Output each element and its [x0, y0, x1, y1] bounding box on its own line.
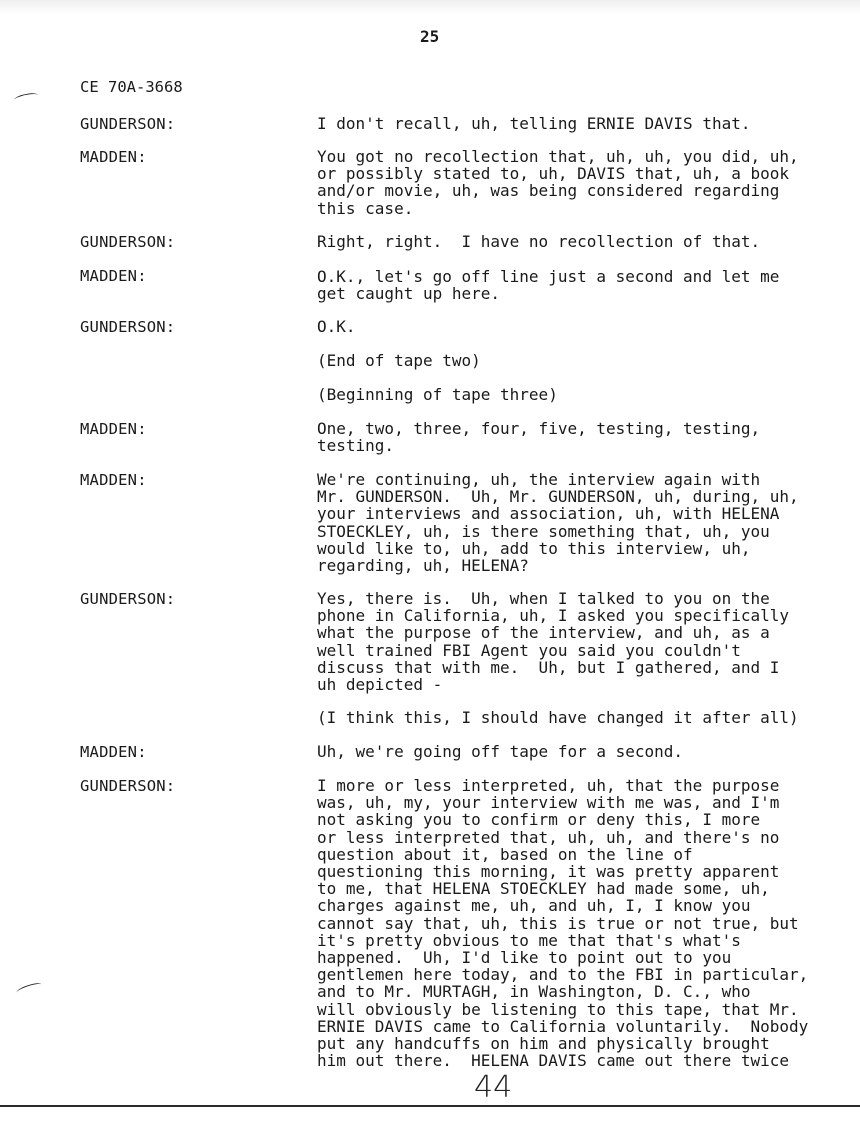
pen-mark: [14, 92, 39, 104]
speech-text: O.K., let's go off line just a second and let me get caught up here.: [317, 267, 780, 304]
tape-note: (Beginning of tape three): [317, 385, 558, 404]
speaker-label: MADDEN:: [80, 471, 147, 489]
page-number: 25: [420, 27, 440, 46]
speech-text: Uh, we're going off tape for a second.: [317, 742, 684, 761]
speech-text: Right, right. I have no recollection of that.: [317, 232, 761, 251]
speaker-label: MADDEN:: [80, 148, 147, 166]
tape-note: (End of tape two): [317, 351, 481, 370]
pen-mark: [16, 981, 43, 996]
speaker-label: MADDEN:: [80, 743, 147, 761]
speaker-label: GUNDERSON:: [80, 590, 176, 608]
speech-text: I don't recall, uh, telling ERNIE DAVIS that.: [317, 114, 751, 133]
speech-text: Yes, there is. Uh, when I talked to you on the phone in California, uh, I asked you specifically what the purpose of the interview, and uh, as a well trained FBI Agent you said you couldn't discuss that with me. Uh, but I gathered, and I uh depicted -: [317, 589, 790, 695]
speaker-label: MADDEN:: [80, 420, 147, 438]
speaker-label: GUNDERSON:: [80, 777, 176, 795]
speech-text: You got no recollection that, uh, uh, you did, uh, or possibly stated to, uh, DAVIS that, uh, a book and/or movie, uh, was being considered regarding this case.: [317, 147, 799, 218]
speech-text: I more or less interpreted, uh, that the purpose was, uh, my, your interview with me was, and I'm not asking you to confirm or deny this, I more or less interpreted that, uh, uh, and there's no question about it, based on the line of questioning this morning, it was pretty apparent to me, that HELENA STOECKLEY had made some, uh, charges against me, uh, and uh, I, I know you cannot say that, uh, this is true or not true, but it's pretty obvious to me that that's what's happened. Uh, I'd like to point out to you gentlemen here today, and to the FBI in particular, and to Mr. MURTAGH, in Washington, D. C., who will obviously be listening to this tape, that Mr. ERNIE DAVIS came to California voluntarily. Nobody put any handcuffs on him and physically brought him out there. HELENA DAVIS came out there twice: [317, 776, 809, 1071]
speech-text: O.K.: [317, 317, 356, 336]
speech-text: One, two, three, four, five, testing, testing, testing.: [317, 419, 761, 456]
speaker-label: MADDEN:: [80, 267, 147, 285]
speaker-label: GUNDERSON:: [80, 318, 176, 336]
speaker-label: GUNDERSON:: [80, 233, 176, 251]
parenthetical-note: (I think this, I should have changed it after all): [317, 708, 799, 727]
speech-text: We're continuing, uh, the interview again with Mr. GUNDERSON. Uh, Mr. GUNDERSON, uh, during, uh, your interviews and association, uh, with HELENA STOECKLEY, uh, is there something that, uh, you would like to, uh, add to this interview, uh, regarding, uh, HELENA?: [317, 470, 799, 576]
bottom-rule: [0, 1105, 860, 1107]
speaker-label: GUNDERSON:: [80, 115, 176, 133]
document-id: CE 70A-3668: [80, 78, 183, 96]
scan-edge-noise: [0, 0, 860, 14]
handwritten-page-number: 44: [474, 1070, 513, 1105]
